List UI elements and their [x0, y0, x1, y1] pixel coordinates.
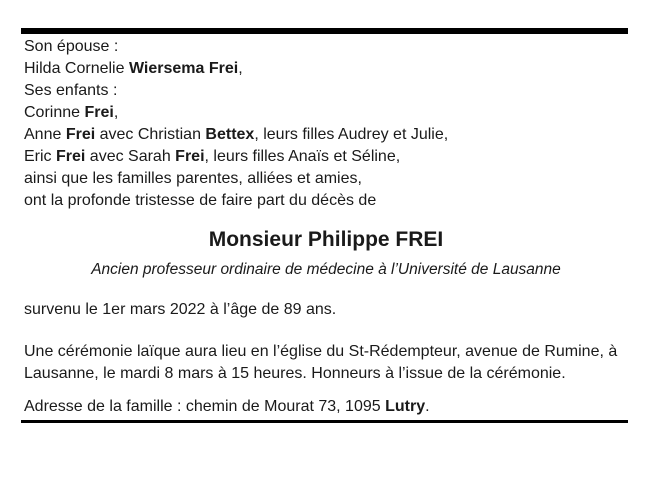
children-heading: Ses enfants : — [24, 82, 118, 99]
partner-family-name: Bettex — [205, 126, 255, 143]
death-announcement-page — [0, 28, 655, 484]
announcement-content — [0, 34, 655, 418]
partner-first-name: avec Christian — [95, 126, 206, 143]
child-first-name: Anne — [24, 126, 66, 143]
child-family-name: Frei — [65, 126, 96, 143]
child-family-name: Frei — [56, 148, 86, 165]
child-first-name: Corinne — [24, 104, 85, 121]
partner-first-name: avec Sarah — [85, 148, 176, 165]
sorrow-line: ont la profonde tristesse de faire part du décès de — [24, 192, 377, 209]
grandchildren-text: , leurs filles Audrey et Julie, — [254, 126, 449, 143]
child-line-corinne — [24, 102, 628, 124]
child-line-punctuation: , — [113, 104, 119, 121]
child-first-name: Eric — [24, 148, 56, 165]
child-line-anne — [24, 124, 628, 146]
partner-family-name: Frei — [175, 148, 205, 165]
child-line-eric — [24, 146, 628, 168]
bottom-divider — [21, 420, 628, 423]
spouse-heading: Son épouse : — [24, 38, 119, 55]
families-line: ainsi que les familles parentes, alliées et amies, — [24, 170, 362, 187]
ceremony-line-1: Une cérémonie laïque aura lieu en l’église du St-Rédempteur, avenue de Rumine, à — [24, 343, 618, 360]
spouse-name-line — [24, 58, 628, 80]
child-family-name: Frei — [84, 104, 114, 121]
death-date-line: survenu le 1er mars 2022 à l’âge de 89 ans. — [24, 301, 337, 318]
family-address-line — [24, 396, 628, 418]
grandchildren-text: , leurs filles Anaïs et Séline, — [204, 148, 401, 165]
ceremony-line-2: Lausanne, le mardi 8 mars à 15 heures. Honneurs à l’issue de la cérémonie. — [24, 365, 566, 382]
deceased-name: Monsieur Philippe FREI — [208, 228, 444, 251]
address-punctuation: . — [425, 398, 430, 415]
deceased-subtitle: Ancien professeur ordinaire de médecine à l’Université de Lausanne — [91, 261, 561, 278]
spouse-name-regular: Hilda Cornelie — [24, 60, 129, 77]
spouse-name-punctuation: , — [238, 60, 243, 77]
address-town: Lutry — [385, 398, 426, 415]
spouse-family-name: Wiersema Frei — [128, 60, 239, 77]
address-regular: Adresse de la famille : chemin de Mourat 73, 1095 — [24, 398, 386, 415]
